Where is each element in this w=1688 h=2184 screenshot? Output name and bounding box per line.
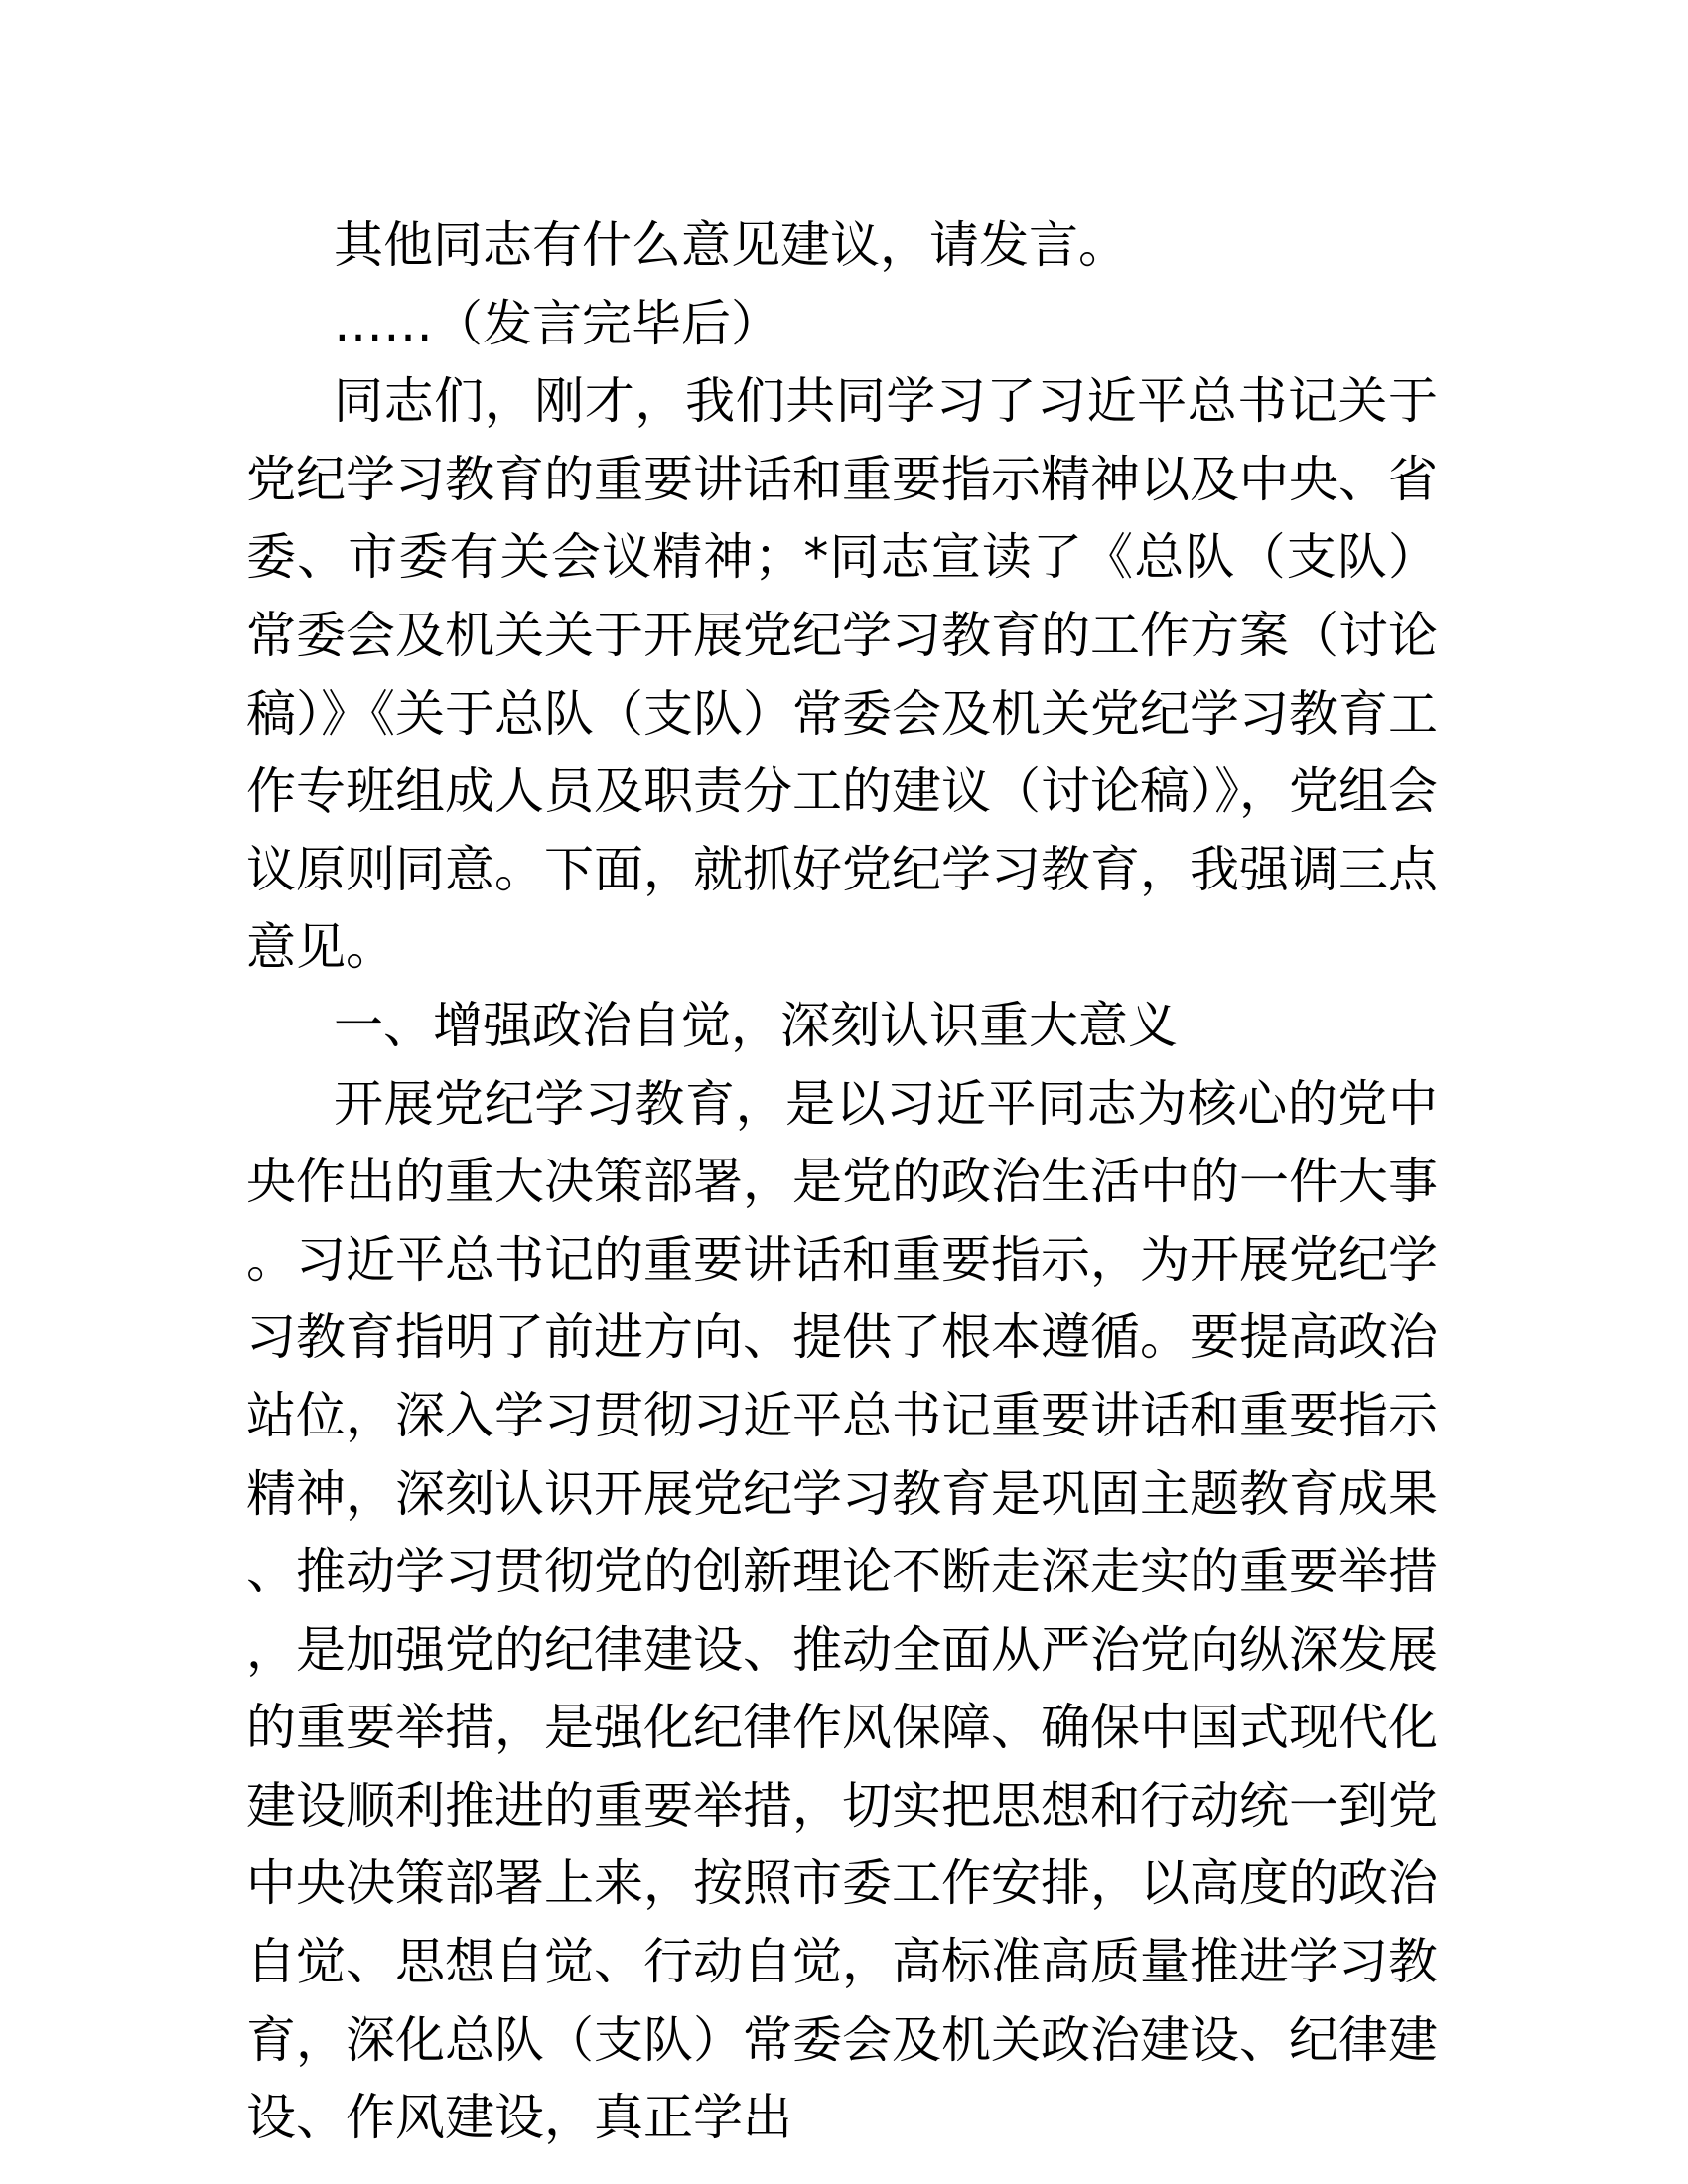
paragraph-significance: 开展党纪学习教育，是以习近平同志为核心的党中央作出的重大决策部署，是党的政治生活中的一件大事。习近平总书记的重要讲话和重要指示，为开展党纪学习教育指明了前进方向、提供了根本遵循。要提高政治站位，深入学习贯彻习近平总书记重要讲话和重要指示精神，深刻认识开展党纪学习教育是巩固主题教育成果、推动学习贯彻党的创新理论不断走深走实的重要举措，是加强党的纪律建设、推动全面从严治党向纵深发展的重要举措，是强化纪律作风保障、确保中国式现代化建设顺利推进的重要举措，切实把思想和行动统一到党中央决策部署上来，按照市委工作安排，以高度的政治自觉、思想自觉、行动自觉，高标准高质量推进学习教育，深化总队（支队）常委会及机关政治建设、纪律建设、作风建设，真正学出 (246, 1074, 1438, 2147)
paragraph-after-speeches: ……（发言完毕后） (334, 294, 780, 352)
document-body (246, 206, 1438, 2157)
paragraph-summary: 同志们，刚才，我们共同学习了习近平总书记关于党纪学习教育的重要讲话和重要指示精神以及中央、省委、市委有关会议精神；*同志宣读了《总队（支队）常委会及机关关于开展党纪学习教育的工作方案（讨论稿）》《关于总队（支队）常委会及机关党纪学习教育工作专班组成人员及职责分工的建议（讨论稿）》，党组会议原则同意。下面，就抓好党纪学习教育，我强调三点意见。 (246, 372, 1438, 977)
section-heading-1: 一、增强政治自觉，深刻认识重大意义 (334, 996, 1178, 1054)
paragraph-request-suggestions: 其他同志有什么意见建议，请发言。 (334, 216, 1128, 274)
